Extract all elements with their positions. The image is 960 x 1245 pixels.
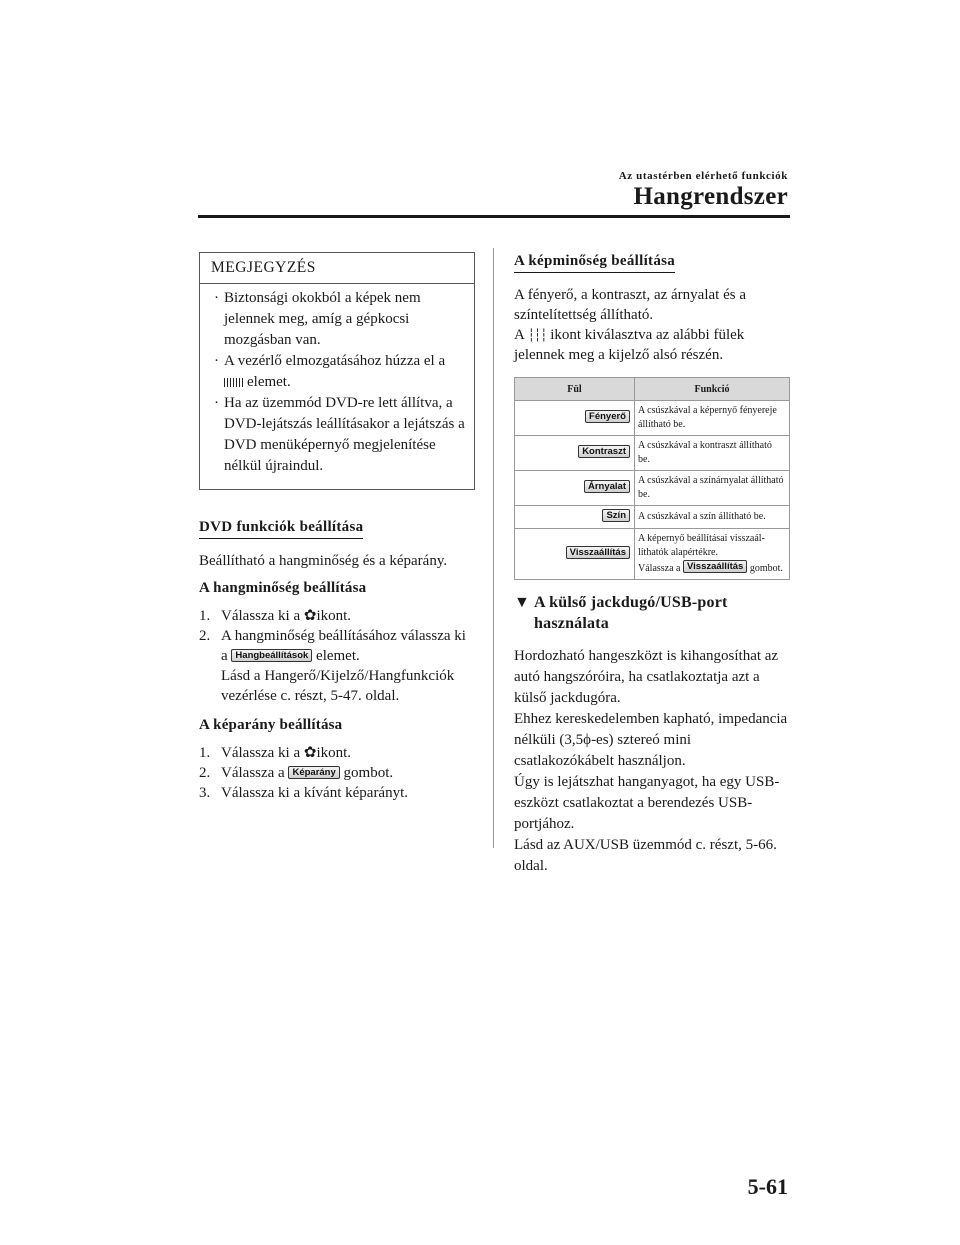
table-header-tab: Fül: [515, 378, 635, 401]
step-number: 3.: [199, 785, 211, 801]
table-row: [515, 401, 790, 436]
step-reference: Lásd a Hangerő/Kijelző/Hangfunkciók vezérlése c. részt, 5-47. oldal.: [221, 668, 455, 704]
table-cell-tab: [515, 506, 635, 529]
diameter-icon: ϕ: [583, 732, 592, 748]
step-item: [199, 763, 475, 783]
drag-handle-icon: [224, 378, 244, 387]
desc-text: Válassza a: [638, 563, 681, 574]
table-row: [515, 471, 790, 506]
bullet-icon: ·: [214, 290, 219, 306]
header-rule: [198, 215, 790, 218]
desc-text: gombot.: [749, 563, 783, 574]
note-item-text: Biztonsági okokból a képek nem jelennek meg, amíg a gépkocsi mozgásban van.: [224, 290, 421, 348]
table-cell-desc: A csúszkával a képernyő fényereje állítható be.: [635, 401, 790, 436]
right-column: [514, 252, 790, 877]
step-item: [199, 743, 475, 763]
table-cell-desc: A csúszkával a szín állítható be.: [635, 506, 790, 529]
table-cell-tab: [515, 436, 635, 471]
intro-text: ikont kiválasztva az alábbi fülek jelennek meg a kijelző alsó részén.: [514, 327, 745, 363]
note-item-tail: elemet.: [247, 374, 291, 390]
step-number: 2.: [199, 765, 211, 781]
step-text: Válassza a: [221, 765, 285, 781]
table-cell-desc: A csúszkával a kontraszt állítható be.: [635, 436, 790, 471]
table-header-row: [515, 378, 790, 401]
note-list: [200, 288, 474, 477]
note-title: MEGJEGYZÉS: [200, 253, 474, 284]
dvd-heading: DVD funkciók beállítása: [199, 519, 363, 539]
step-text: elemet.: [316, 648, 360, 664]
table-row: [515, 506, 790, 529]
sound-steps: [199, 606, 475, 706]
note-item: [214, 288, 466, 351]
dvd-intro: Beállítható a hangminőség és a képarány.: [199, 553, 448, 569]
step-text: Válassza ki a kívánt képarányt.: [221, 785, 409, 801]
aspect-ratio-button-label: Képarány: [288, 766, 339, 779]
table-header-function: Funkció: [635, 378, 790, 401]
reset-tab-label: Visszaállítás: [566, 546, 630, 559]
step-number: 1.: [199, 745, 211, 761]
tint-tab-label: Árnyalat: [584, 480, 630, 493]
table-row: [515, 529, 790, 580]
page-number: 5-61: [747, 1174, 788, 1199]
column-divider: [493, 248, 494, 848]
aspect-steps: [199, 743, 475, 803]
left-column: [187, 252, 475, 803]
running-header-title: Hangrendszer: [633, 183, 788, 210]
note-item: [214, 393, 466, 477]
jack-heading-text: A külső jackdugó/USB-port használata: [534, 594, 728, 632]
aspect-heading: A képarány beállítása: [199, 717, 343, 733]
step-text: gombot.: [343, 765, 394, 781]
note-item: [214, 351, 466, 393]
step-item: [199, 626, 475, 706]
brightness-tab-label: Fényerő: [585, 410, 630, 423]
running-header-section: Az utastérben elérhető funkciók: [618, 170, 788, 182]
bullet-icon: ·: [214, 395, 219, 411]
picture-heading: A képminőség beállítása: [514, 253, 675, 273]
reset-button-label: Visszaállítás: [683, 560, 747, 573]
table-row: [515, 436, 790, 471]
jack-paragraph-3: Úgy is lejátszhat hanganyagot, ha egy USB-eszközt csatlakoztat a berendezés USB-portjához.: [514, 774, 780, 832]
table-cell-tab: [515, 401, 635, 436]
table-cell-tab: [515, 529, 635, 580]
desc-text: A képernyő beállításai visszaállíthatók alapértékre.: [638, 533, 765, 558]
note-item-text: Ha az üzemmód DVD-re lett állítva, a DVD-lejátszás leállításakor a lejátszás a DVD menüképernyő megjelenítése nélkül újraindul.: [224, 395, 465, 474]
step-text: Válassza ki a: [221, 608, 301, 624]
step-text: A hangminőség beállításához válassza ki a: [221, 628, 466, 664]
table-cell-tab: [515, 471, 635, 506]
jack-text: -es) sztereó mini csatlakozókábelt használjon.: [514, 732, 692, 769]
step-text: Válassza ki a: [221, 745, 301, 761]
jack-text: Ehhez kereskedelemben kapható, impedancia nélküli (3,5: [514, 711, 788, 748]
sound-settings-button-label: Hangbeállítások: [231, 649, 312, 662]
step-number: 1.: [199, 608, 211, 624]
jack-heading: [514, 592, 790, 634]
step-item: [199, 783, 475, 803]
gear-icon: ✿: [303, 745, 317, 761]
step-item: [199, 606, 475, 626]
step-number: 2.: [199, 628, 211, 644]
step-text: ikont.: [316, 745, 352, 761]
step-text: ikont.: [316, 608, 352, 624]
note-box: [199, 252, 475, 490]
note-item-text: A vezérlő elmozgatásához húzza el a: [224, 353, 446, 369]
table-cell-desc: A csúszkával a színárnyalat állítható be.: [635, 471, 790, 506]
picture-intro-2: [514, 325, 790, 365]
contrast-tab-label: Kontraszt: [578, 445, 630, 458]
table-cell-desc: [635, 529, 790, 580]
triangle-down-icon: ▼: [514, 594, 531, 611]
jack-paragraph-1: Hordozható hangeszközt is kihangosíthat az autó hangszóróira, ha csatlakoztatja azt a külső jackdugóra.: [514, 648, 779, 706]
equalizer-icon: ┆┆┆: [527, 328, 547, 342]
jack-paragraph-2: [514, 709, 790, 772]
gear-icon: ✿: [303, 608, 317, 624]
sound-heading: A hangminőség beállítása: [199, 580, 367, 596]
picture-intro: A fényerő, a kontraszt, az árnyalat és a színtelítettség állítható.: [514, 287, 746, 323]
picture-tabs-table: [514, 377, 790, 580]
color-tab-label: Szín: [602, 509, 630, 522]
jack-paragraph-4: Lásd az AUX/USB üzemmód c. részt, 5-66. oldal.: [514, 837, 777, 874]
intro-text: A: [514, 327, 525, 343]
bullet-icon: ·: [214, 353, 219, 369]
